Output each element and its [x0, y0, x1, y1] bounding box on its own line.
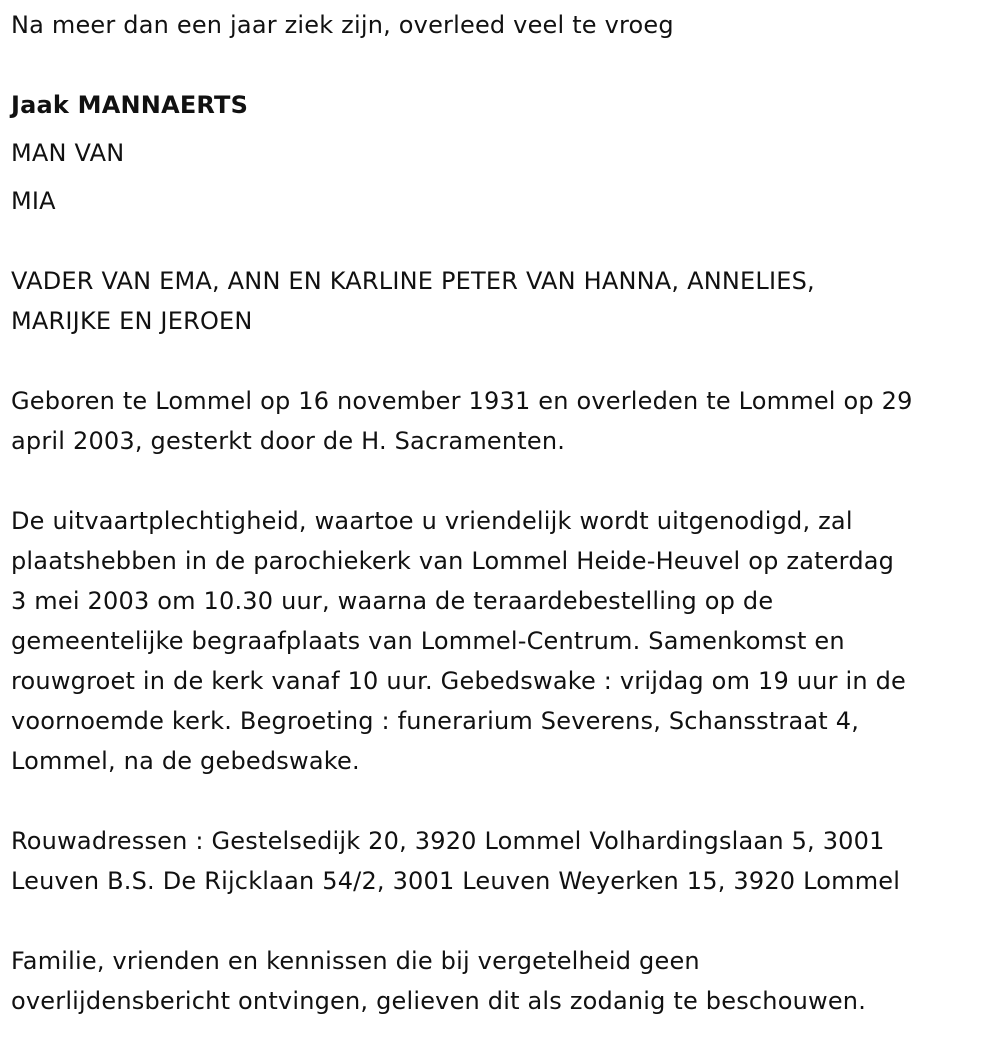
ceremony-line-7: Lommel, na de gebedswake.	[11, 747, 360, 775]
spouse-name: MIA	[11, 187, 56, 215]
ceremony-line-6: voornoemde kerk. Begroeting : funerarium Severens, Schansstraat 4,	[11, 707, 860, 735]
addresses-line-1: Rouwadressen : Gestelsedijk 20, 3920 Lommel Volhardingslaan 5, 3001	[11, 827, 885, 855]
family-line-1: VADER VAN EMA, ANN EN KARLINE PETER VAN HANNA, ANNELIES,	[11, 267, 815, 295]
ceremony-line-2: plaatshebben in de parochiekerk van Lommel Heide-Heuvel op zaterdag	[11, 547, 895, 575]
birth-death-line-1: Geboren te Lommel op 16 november 1931 en overleden te Lommel op 29	[11, 387, 913, 415]
relation-label: MAN VAN	[11, 139, 125, 167]
closing-line-1: Familie, vrienden en kennissen die bij vergetelheid geen	[11, 947, 700, 975]
birth-death-line-2: april 2003, gesterkt door de H. Sacramenten.	[11, 427, 566, 455]
ceremony-line-5: rouwgroet in de kerk vanaf 10 uur. Gebedswake : vrijdag om 19 uur in de	[11, 667, 906, 695]
ceremony-line-1: De uitvaartplechtigheid, waartoe u vriendelijk wordt uitgenodigd, zal	[11, 507, 853, 535]
deceased-name: Jaak MANNAERTS	[11, 91, 249, 119]
closing-line-2: overlijdensbericht ontvingen, gelieven dit als zodanig te beschouwen.	[11, 987, 867, 1015]
ceremony-line-4: gemeentelijke begraafplaats van Lommel-Centrum. Samenkomst en	[11, 627, 845, 655]
ceremony-line-3: 3 mei 2003 om 10.30 uur, waarna de teraardebestelling op de	[11, 587, 774, 615]
intro-text: Na meer dan een jaar ziek zijn, overleed veel te vroeg	[11, 11, 674, 39]
family-line-2: MARIJKE EN JEROEN	[11, 307, 253, 335]
addresses-line-2: Leuven B.S. De Rijcklaan 54/2, 3001 Leuven Weyerken 15, 3920 Lommel	[11, 867, 901, 895]
